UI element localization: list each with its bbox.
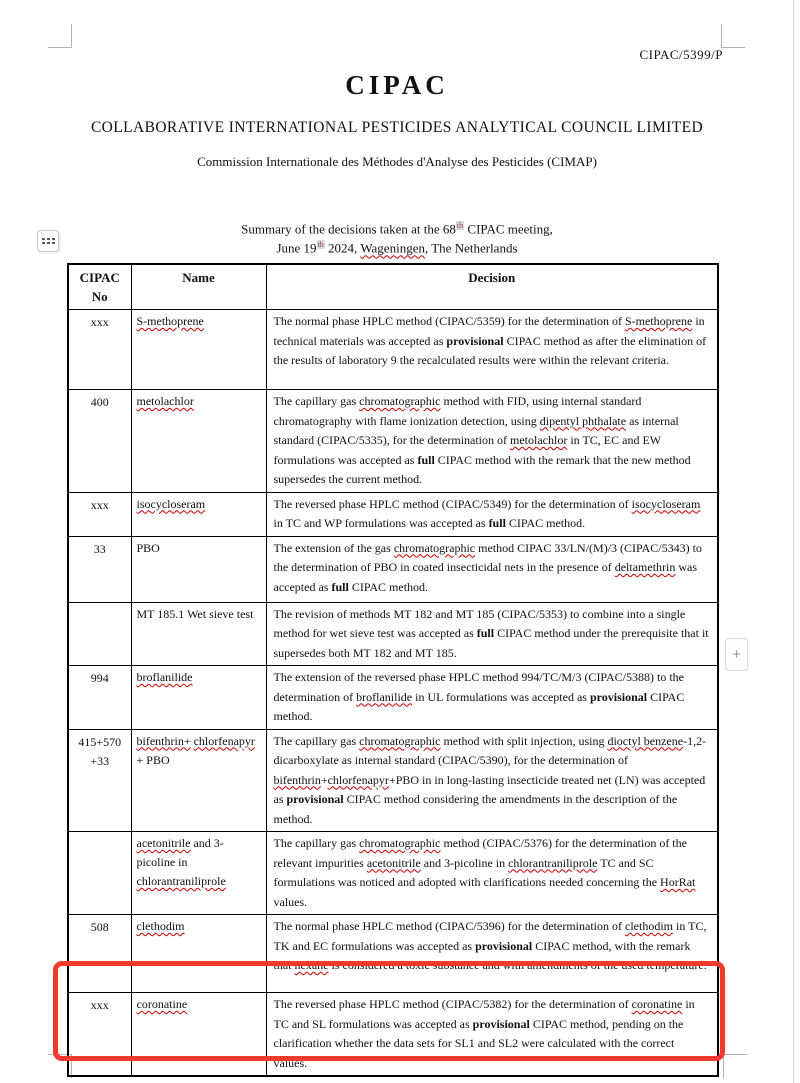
superscript-text: th bbox=[456, 221, 464, 230]
misspelled-word: chlorfenapyr bbox=[327, 772, 389, 787]
text-segment: provisional bbox=[472, 1016, 530, 1031]
misspelled-word: chlorantraniliprole bbox=[136, 874, 226, 888]
name-cell[interactable] bbox=[131, 536, 266, 602]
name-cell[interactable] bbox=[131, 666, 266, 730]
misspelled-word: dipentyl phthalate bbox=[539, 413, 627, 428]
name-cell[interactable] bbox=[131, 492, 266, 536]
text-segment: method (CIPAC/5376) for the determination of the relevant impurities bbox=[273, 836, 687, 870]
text-segment: provisional bbox=[475, 938, 533, 953]
plus-icon: + bbox=[732, 646, 741, 663]
decision-cell[interactable] bbox=[266, 390, 718, 493]
cipac-no-cell[interactable]: 415+570 +33 bbox=[68, 729, 131, 832]
text-segment: CIPAC method, pending on the clarification whether the data sets for SL1 and SL2 were calculated with the correct values. bbox=[273, 1016, 684, 1070]
text-segment: CIPAC method considering the amendments in the description of the method. bbox=[273, 792, 678, 826]
meeting-summary bbox=[72, 218, 722, 257]
table-row bbox=[68, 915, 718, 993]
table-row-highlighted bbox=[68, 993, 718, 1077]
misspelled-word: chlorfenapyr bbox=[193, 733, 255, 748]
cipac-no-cell[interactable]: xxx bbox=[68, 310, 131, 390]
text-segment: +PBO in in long-lasting insecticide treated net (LN) was accepted as bbox=[273, 772, 706, 806]
decisions-table bbox=[67, 263, 719, 1077]
text-segment: The normal phase HPLC method (CIPAC/5359) for the determination of bbox=[273, 314, 625, 328]
text-segment: as internal standard (CIPAC/5335), for the determination of bbox=[273, 413, 679, 447]
misspelled-word: Wageningen bbox=[360, 240, 425, 256]
page-edge-divider bbox=[793, 0, 794, 1083]
table-row bbox=[68, 666, 718, 730]
misspelled-word: metolachlor bbox=[510, 433, 568, 447]
text-segment: The capillary gas bbox=[273, 836, 360, 850]
misspelled-word: chromatographic bbox=[359, 733, 441, 748]
text-segment: , The Netherlands bbox=[424, 240, 518, 256]
misspelled-word: acetonitrile bbox=[136, 836, 191, 850]
text-segment: Summary of the decisions taken at the 68 bbox=[241, 221, 456, 237]
misspelled-word: clethodim bbox=[625, 919, 673, 933]
text-segment: CIPAC method as after the elimination of the results of laboratory 9 the recalculated results were within the relevant criteria. bbox=[273, 333, 707, 367]
decision-cell[interactable] bbox=[266, 666, 718, 730]
name-cell[interactable] bbox=[131, 602, 266, 666]
text-segment: in TC and WP formulations was accepted as bbox=[273, 516, 489, 530]
document-reference: CIPAC/5399/P bbox=[639, 47, 723, 62]
decisions-table-body bbox=[68, 310, 718, 1077]
text-segment: MT 185.1 Wet sieve test bbox=[136, 606, 254, 621]
table-row bbox=[68, 492, 718, 536]
meeting-summary-line2 bbox=[72, 237, 722, 256]
text-segment: The reversed phase HPLC method (CIPAC/5349) for the determination of bbox=[273, 496, 632, 511]
decision-cell[interactable] bbox=[266, 993, 718, 1077]
misspelled-word: isocycloseram bbox=[136, 496, 206, 511]
text-segment: is considered a toxic substance and with amendments of the used temperature. bbox=[328, 958, 707, 972]
name-cell[interactable] bbox=[131, 993, 266, 1077]
text-segment: in TC and SL formulations was accepted as bbox=[273, 997, 695, 1031]
text-segment: method with split injection, using bbox=[440, 733, 608, 748]
text-segment: 2024, bbox=[324, 240, 361, 256]
misspelled-word: coronatine bbox=[631, 997, 683, 1011]
misspelled-word: deltamethrin bbox=[614, 560, 676, 574]
misspelled-word: broflanilide bbox=[356, 689, 413, 704]
cipac-no-cell[interactable]: 994 bbox=[68, 666, 131, 730]
text-segment: full bbox=[476, 626, 495, 640]
misspelled-word: isocycloseram bbox=[631, 496, 701, 511]
crop-mark-top-right-icon bbox=[721, 24, 745, 48]
decision-cell[interactable] bbox=[266, 729, 718, 832]
misspelled-word: bifenthrin bbox=[273, 772, 321, 787]
header-name: Name bbox=[131, 264, 266, 310]
text-segment: The normal phase HPLC method (CIPAC/5396) for the determination of bbox=[273, 919, 625, 933]
table-row bbox=[68, 832, 718, 915]
text-segment: CIPAC method, with the remark that bbox=[273, 938, 691, 972]
cipac-no-cell[interactable] bbox=[68, 832, 131, 915]
text-segment: in UL formulations was accepted as bbox=[412, 689, 590, 704]
crop-mark-top-left-icon bbox=[48, 24, 72, 48]
cipac-no-cell[interactable]: 400 bbox=[68, 390, 131, 493]
misspelled-word: bifenthrin+ bbox=[136, 733, 191, 748]
misspelled-word: HorRat bbox=[660, 875, 696, 889]
text-segment: method CIPAC 33/LN/(M)/3 (CIPAC/5343) to the determination of PBO in coated insecticidal nets in the presence of bbox=[273, 540, 702, 574]
text-segment: CIPAC method. bbox=[505, 516, 586, 530]
decision-cell[interactable] bbox=[266, 915, 718, 993]
table-row bbox=[68, 310, 718, 390]
header-decision: Decision bbox=[266, 264, 718, 310]
header-cipac-no bbox=[68, 264, 131, 310]
text-segment: PBO bbox=[136, 540, 160, 555]
name-cell[interactable] bbox=[131, 915, 266, 993]
text-segment: provisional bbox=[286, 792, 344, 806]
table-row bbox=[68, 390, 718, 493]
misspelled-word: chromatographic bbox=[359, 394, 441, 408]
table-header-row bbox=[68, 264, 718, 310]
table-row bbox=[68, 536, 718, 602]
misspelled-word: metolachlor bbox=[136, 394, 194, 408]
text-segment: and 3-picoline in bbox=[420, 855, 509, 870]
decision-cell[interactable] bbox=[266, 536, 718, 602]
text-segment: The capillary gas bbox=[273, 394, 360, 408]
cipac-no-cell[interactable]: 33 bbox=[68, 536, 131, 602]
meeting-summary-line1 bbox=[72, 218, 722, 237]
misspelled-word: clethodim bbox=[136, 919, 185, 933]
crop-mark-bottom-right-icon bbox=[723, 1054, 747, 1078]
misspelled-word: S-methoprene bbox=[136, 314, 204, 328]
header-cipac-no-line2: No bbox=[91, 289, 108, 304]
misspelled-word: S-methoprene bbox=[625, 314, 693, 328]
name-cell[interactable] bbox=[131, 390, 266, 493]
cipac-no-cell[interactable] bbox=[68, 602, 131, 666]
decision-cell[interactable] bbox=[266, 832, 718, 915]
text-segment: and 3-picoline in bbox=[136, 836, 224, 869]
text-segment: in TC, EC and EW formulations was accepted as bbox=[273, 433, 661, 467]
text-segment: TC and SC formulations was noticed and adopted with clarifications needed concerning the bbox=[273, 855, 661, 889]
text-segment: The revision of methods MT 182 and MT 185 (CIPAC/5353) to combine into a single method for wet sieve test was accepted as bbox=[273, 606, 686, 640]
text-segment: CIPAC method. bbox=[348, 579, 429, 594]
misspelled-word: chlorantraniliprole bbox=[508, 855, 598, 870]
text-segment: + PBO bbox=[136, 752, 170, 767]
text-segment: The capillary gas bbox=[273, 733, 360, 748]
table-move-handle-icon[interactable] bbox=[37, 230, 59, 252]
misspelled-word: acetonitrile bbox=[366, 855, 421, 870]
text-segment: full bbox=[417, 452, 435, 467]
decision-cell[interactable] bbox=[266, 310, 718, 390]
text-segment: CIPAC meeting, bbox=[464, 221, 553, 237]
misspelled-word: dioctyl benzene bbox=[607, 733, 684, 748]
text-segment: The reversed phase HPLC method (CIPAC/5382) for the determination of bbox=[273, 997, 632, 1011]
name-cell[interactable] bbox=[131, 832, 266, 915]
misspelled-word: coronatine bbox=[136, 997, 188, 1011]
cipac-no-cell[interactable]: 508 bbox=[68, 915, 131, 993]
misspelled-word: chromatographic bbox=[359, 836, 441, 850]
text-segment: CIPAC method with the remark that the new method supersedes the current method. bbox=[273, 452, 691, 486]
text-segment: -1,2-dicarboxylate as internal standard (CIPAC/5390), for the determination of bbox=[273, 733, 707, 767]
misspelled-word: broflanilide bbox=[136, 670, 193, 684]
text-segment: The extension of the reversed phase HPLC method 994/TC/M/3 (CIPAC/5388) to the determination of bbox=[273, 670, 685, 704]
text-segment: method with FID, using internal standard chromatography with flame ionization detection, using bbox=[273, 394, 642, 428]
table-row bbox=[68, 602, 718, 666]
text-segment: + bbox=[320, 772, 328, 787]
decision-cell[interactable] bbox=[266, 602, 718, 666]
insert-row-button[interactable] bbox=[725, 638, 748, 671]
name-cell[interactable] bbox=[131, 310, 266, 390]
text-segment: The extension of the gas bbox=[273, 540, 394, 555]
text-segment: in TC, TK and EC formulations was accepted as bbox=[273, 919, 707, 953]
decision-cell[interactable] bbox=[266, 492, 718, 536]
text-segment: provisional bbox=[589, 689, 648, 704]
text-segment: in technical materials was accepted as bbox=[273, 314, 705, 348]
text-segment: full bbox=[488, 516, 506, 530]
text-segment: values. bbox=[273, 894, 308, 909]
table-row bbox=[68, 729, 718, 832]
grid-dots-icon bbox=[42, 238, 55, 244]
header-cipac-no-line1: CIPAC bbox=[79, 270, 120, 285]
page-title: CIPAC bbox=[345, 70, 449, 100]
text-segment: CIPAC method. bbox=[273, 689, 685, 723]
text-segment: provisional bbox=[446, 333, 504, 348]
organisation-name-french: Commission Internationale des Méthodes d'Analyse des Pesticides (CIMAP) bbox=[197, 154, 597, 169]
document-header bbox=[72, 70, 722, 257]
cipac-no-cell[interactable]: xxx bbox=[68, 492, 131, 536]
name-cell[interactable] bbox=[131, 729, 266, 832]
text-segment: full bbox=[331, 579, 349, 594]
misspelled-word: hexane bbox=[294, 958, 329, 972]
cipac-no-cell[interactable]: xxx bbox=[68, 993, 131, 1077]
text-segment: June 19 bbox=[276, 240, 317, 256]
text-segment: CIPAC method under the prerequisite that it supersedes both MT 182 and MT 185. bbox=[273, 626, 709, 660]
misspelled-word: chromatographic bbox=[393, 540, 476, 555]
superscript-text: th bbox=[317, 240, 324, 250]
organisation-name: COLLABORATIVE INTERNATIONAL PESTICIDES ANALYTICAL COUNCIL LIMITED bbox=[90, 119, 704, 136]
text-segment: was accepted as bbox=[273, 560, 698, 594]
